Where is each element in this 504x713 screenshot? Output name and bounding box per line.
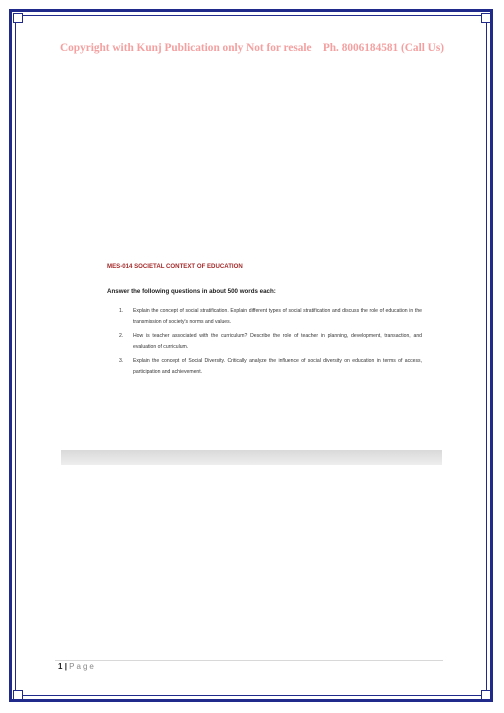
- assignment-screenshot: [61, 243, 442, 515]
- footer-separator: |: [64, 662, 67, 671]
- assignment-title: MES-014 SOCIETAL CONTEXT OF EDUCATION: [107, 263, 243, 270]
- copyright-text: Copyright with Kunj Publication only Not for resale: [59, 42, 312, 54]
- question-item: [119, 331, 422, 353]
- question-number: 2.: [119, 333, 124, 339]
- question-text: Explain the concept of social stratification. Explain different types of social stratification and discuss the role of education in the transmission of society's norms and values.: [133, 308, 422, 325]
- question-number: 1.: [119, 308, 124, 314]
- question-list: [119, 306, 422, 381]
- question-text: How is teacher associated with the curriculum? Describe the role of teacher in planning, development, transaction, and evaluation of curriculum.: [133, 333, 422, 350]
- page-number: 1: [58, 662, 63, 671]
- question-number: 3.: [119, 358, 124, 364]
- border-corner-ornament: [13, 13, 23, 23]
- page-label: Page: [69, 662, 96, 671]
- question-text: Explain the concept of Social Diversity. Critically analyze the influence of social diversity on education in terms of access, participation and achievement.: [133, 358, 422, 375]
- phone-text: Ph. 8006184581 (Call Us): [322, 42, 444, 54]
- border-corner-ornament: [13, 690, 23, 700]
- question-item: [119, 306, 422, 328]
- copyright-watermark: [0, 42, 504, 54]
- page-footer: [58, 662, 96, 671]
- border-corner-ornament: [481, 690, 491, 700]
- question-item: [119, 356, 422, 378]
- screenshot-scroll-bar: [61, 450, 442, 465]
- assignment-instruction: Answer the following questions in about 500 words each:: [107, 288, 276, 295]
- footer-divider: [55, 660, 443, 661]
- border-corner-ornament: [481, 13, 491, 23]
